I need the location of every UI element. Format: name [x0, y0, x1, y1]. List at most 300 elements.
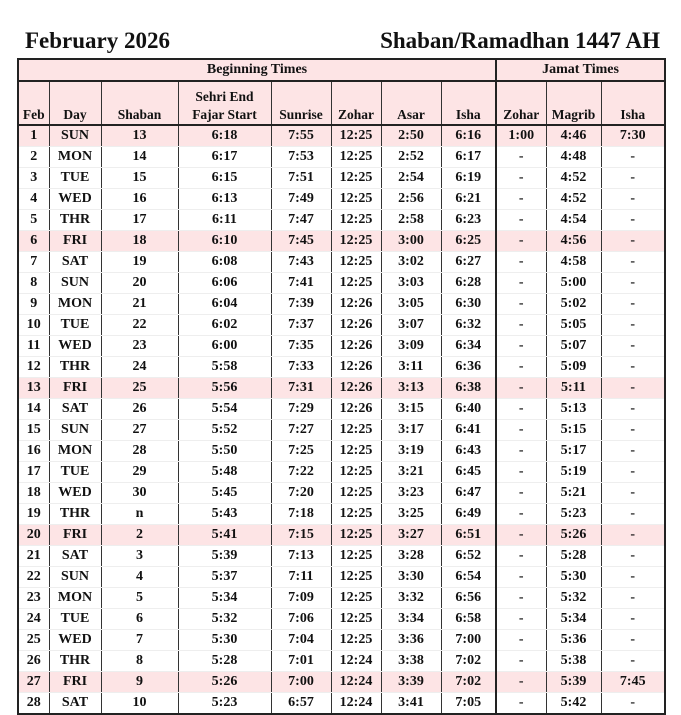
- date-cell: 22: [18, 567, 49, 588]
- jamat-isha-cell: -: [601, 357, 665, 378]
- zohar-cell: 12:25: [331, 273, 381, 294]
- zohar-cell: 12:25: [331, 252, 381, 273]
- sunrise-cell: 7:29: [271, 399, 331, 420]
- hijri-title: Shaban/Ramadhan 1447 AH: [380, 28, 660, 53]
- day-cell: THR: [49, 651, 101, 672]
- zohar-cell: 12:26: [331, 399, 381, 420]
- fajar-start-cell: 6:13: [178, 189, 271, 210]
- zohar-cell: 12:26: [331, 294, 381, 315]
- jamat-magrib-cell: 4:54: [546, 210, 601, 231]
- isha-cell: 6:47: [441, 483, 496, 504]
- date-cell: 17: [18, 462, 49, 483]
- date-cell: 5: [18, 210, 49, 231]
- table-row: [18, 588, 665, 609]
- asar-cell: 3:36: [381, 630, 441, 651]
- sunrise-cell: 7:51: [271, 168, 331, 189]
- jamat-magrib-cell: 4:58: [546, 252, 601, 273]
- jamat-magrib-cell: 5:34: [546, 609, 601, 630]
- date-cell: 10: [18, 315, 49, 336]
- isha-cell: 6:25: [441, 231, 496, 252]
- jamat-times-header: Jamat Times: [496, 59, 665, 81]
- fajar-start-cell: 5:26: [178, 672, 271, 693]
- day-cell: THR: [49, 357, 101, 378]
- isha-cell: 6:30: [441, 294, 496, 315]
- day-cell: FRI: [49, 378, 101, 399]
- asar-cell: 3:27: [381, 525, 441, 546]
- beginning-times-header: Beginning Times: [18, 59, 496, 81]
- col-header-sunrise: Sunrise: [271, 81, 331, 125]
- shaban-cell: 8: [101, 651, 178, 672]
- jamat-isha-cell: -: [601, 210, 665, 231]
- jamat-magrib-cell: 5:36: [546, 630, 601, 651]
- table-row: [18, 357, 665, 378]
- sunrise-cell: 7:55: [271, 125, 331, 147]
- table-row: [18, 567, 665, 588]
- shaban-cell: 19: [101, 252, 178, 273]
- jamat-isha-cell: 7:30: [601, 125, 665, 147]
- asar-cell: 3:13: [381, 378, 441, 399]
- fajar-start-cell: 6:02: [178, 315, 271, 336]
- isha-cell: 6:52: [441, 546, 496, 567]
- jamat-zohar-cell: -: [496, 567, 546, 588]
- date-cell: 12: [18, 357, 49, 378]
- shaban-cell: 14: [101, 147, 178, 168]
- jamat-magrib-cell: 5:11: [546, 378, 601, 399]
- jamat-isha-cell: -: [601, 273, 665, 294]
- title-bar: [17, 26, 664, 58]
- date-cell: 28: [18, 693, 49, 715]
- zohar-cell: 12:25: [331, 525, 381, 546]
- sunrise-cell: 7:13: [271, 546, 331, 567]
- isha-cell: 6:41: [441, 420, 496, 441]
- jamat-isha-cell: -: [601, 693, 665, 715]
- fajar-start-cell: 5:54: [178, 399, 271, 420]
- asar-cell: 2:58: [381, 210, 441, 231]
- fajar-start-cell: 5:37: [178, 567, 271, 588]
- sunrise-cell: 7:18: [271, 504, 331, 525]
- fajar-start-cell: 5:23: [178, 693, 271, 715]
- asar-cell: 3:21: [381, 462, 441, 483]
- asar-cell: 3:00: [381, 231, 441, 252]
- jamat-isha-cell: -: [601, 231, 665, 252]
- date-cell: 18: [18, 483, 49, 504]
- fajar-start-cell: 5:30: [178, 630, 271, 651]
- zohar-cell: 12:25: [331, 567, 381, 588]
- asar-cell: 3:38: [381, 651, 441, 672]
- sunrise-cell: 7:45: [271, 231, 331, 252]
- asar-cell: 3:05: [381, 294, 441, 315]
- table-row: [18, 462, 665, 483]
- jamat-isha-cell: -: [601, 567, 665, 588]
- sunrise-cell: 7:47: [271, 210, 331, 231]
- fajar-start-cell: 5:28: [178, 651, 271, 672]
- fajar-start-cell: 5:43: [178, 504, 271, 525]
- jamat-zohar-cell: -: [496, 273, 546, 294]
- fajar-start-cell: 5:41: [178, 525, 271, 546]
- sehri-end-label: Sehri End: [195, 89, 254, 104]
- date-cell: 23: [18, 588, 49, 609]
- asar-cell: 3:34: [381, 609, 441, 630]
- sunrise-cell: 7:37: [271, 315, 331, 336]
- date-cell: 25: [18, 630, 49, 651]
- isha-cell: 6:27: [441, 252, 496, 273]
- shaban-cell: 18: [101, 231, 178, 252]
- sunrise-cell: 7:25: [271, 441, 331, 462]
- isha-cell: 6:49: [441, 504, 496, 525]
- table-row: [18, 125, 665, 147]
- date-cell: 9: [18, 294, 49, 315]
- sunrise-cell: 7:41: [271, 273, 331, 294]
- table-row: [18, 483, 665, 504]
- date-cell: 21: [18, 546, 49, 567]
- jamat-zohar-cell: -: [496, 357, 546, 378]
- shaban-cell: 6: [101, 609, 178, 630]
- day-cell: THR: [49, 504, 101, 525]
- sunrise-cell: 7:20: [271, 483, 331, 504]
- asar-cell: 3:25: [381, 504, 441, 525]
- table-row: [18, 189, 665, 210]
- asar-cell: 2:50: [381, 125, 441, 147]
- jamat-isha-cell: -: [601, 147, 665, 168]
- jamat-magrib-cell: 5:00: [546, 273, 601, 294]
- jamat-zohar-cell: -: [496, 546, 546, 567]
- fajar-start-cell: 6:11: [178, 210, 271, 231]
- date-cell: 11: [18, 336, 49, 357]
- shaban-cell: 5: [101, 588, 178, 609]
- jamat-zohar-cell: -: [496, 630, 546, 651]
- date-cell: 19: [18, 504, 49, 525]
- sunrise-cell: 7:49: [271, 189, 331, 210]
- shaban-cell: 26: [101, 399, 178, 420]
- fajar-start-cell: 5:50: [178, 441, 271, 462]
- day-cell: SUN: [49, 420, 101, 441]
- table-row: [18, 294, 665, 315]
- jamat-isha-cell: -: [601, 588, 665, 609]
- jamat-zohar-cell: -: [496, 609, 546, 630]
- shaban-cell: 21: [101, 294, 178, 315]
- shaban-cell: 16: [101, 189, 178, 210]
- sunrise-cell: 7:00: [271, 672, 331, 693]
- fajar-start-cell: 6:18: [178, 125, 271, 147]
- asar-cell: 3:32: [381, 588, 441, 609]
- zohar-cell: 12:25: [331, 462, 381, 483]
- isha-cell: 6:23: [441, 210, 496, 231]
- zohar-cell: 12:26: [331, 357, 381, 378]
- col-header-asar: Asar: [381, 81, 441, 125]
- jamat-zohar-cell: -: [496, 252, 546, 273]
- day-cell: THR: [49, 210, 101, 231]
- day-cell: MON: [49, 441, 101, 462]
- asar-cell: 3:03: [381, 273, 441, 294]
- asar-cell: 2:54: [381, 168, 441, 189]
- jamat-zohar-cell: -: [496, 504, 546, 525]
- jamat-isha-cell: -: [601, 399, 665, 420]
- day-cell: MON: [49, 588, 101, 609]
- asar-cell: 3:23: [381, 483, 441, 504]
- table-row: [18, 336, 665, 357]
- jamat-magrib-cell: 5:17: [546, 441, 601, 462]
- table-row: [18, 630, 665, 651]
- sunrise-cell: 7:11: [271, 567, 331, 588]
- isha-cell: 6:58: [441, 609, 496, 630]
- jamat-zohar-cell: -: [496, 378, 546, 399]
- day-cell: TUE: [49, 168, 101, 189]
- table-row: [18, 546, 665, 567]
- day-cell: SUN: [49, 273, 101, 294]
- jamat-magrib-cell: 4:46: [546, 125, 601, 147]
- table-row: [18, 378, 665, 399]
- jamat-magrib-cell: 5:30: [546, 567, 601, 588]
- day-cell: WED: [49, 189, 101, 210]
- asar-cell: 3:17: [381, 420, 441, 441]
- isha-cell: 6:28: [441, 273, 496, 294]
- jamat-magrib-cell: 4:48: [546, 147, 601, 168]
- jamat-magrib-cell: 4:52: [546, 189, 601, 210]
- zohar-cell: 12:25: [331, 210, 381, 231]
- jamat-magrib-cell: 5:42: [546, 693, 601, 715]
- jamat-isha-cell: -: [601, 441, 665, 462]
- sunrise-cell: 7:22: [271, 462, 331, 483]
- jamat-magrib-cell: 5:05: [546, 315, 601, 336]
- table-row: [18, 147, 665, 168]
- jamat-zohar-cell: -: [496, 294, 546, 315]
- zohar-cell: 12:24: [331, 693, 381, 715]
- date-cell: 20: [18, 525, 49, 546]
- jamat-magrib-cell: 5:23: [546, 504, 601, 525]
- zohar-cell: 12:25: [331, 147, 381, 168]
- isha-cell: 7:02: [441, 651, 496, 672]
- date-cell: 3: [18, 168, 49, 189]
- jamat-zohar-cell: -: [496, 189, 546, 210]
- sunrise-cell: 7:33: [271, 357, 331, 378]
- jamat-isha-cell: -: [601, 462, 665, 483]
- zohar-cell: 12:25: [331, 609, 381, 630]
- shaban-cell: 7: [101, 630, 178, 651]
- day-cell: WED: [49, 336, 101, 357]
- jamat-isha-cell: -: [601, 315, 665, 336]
- zohar-cell: 12:25: [331, 483, 381, 504]
- isha-cell: 6:51: [441, 525, 496, 546]
- table-row: [18, 672, 665, 693]
- jamat-magrib-cell: 4:52: [546, 168, 601, 189]
- col-header-shaban: Shaban: [101, 81, 178, 125]
- fajar-start-cell: 5:39: [178, 546, 271, 567]
- isha-cell: 6:34: [441, 336, 496, 357]
- asar-cell: 2:52: [381, 147, 441, 168]
- isha-cell: 7:05: [441, 693, 496, 715]
- isha-cell: 6:36: [441, 357, 496, 378]
- asar-cell: 3:02: [381, 252, 441, 273]
- jamat-isha-cell: -: [601, 378, 665, 399]
- fajar-start-cell: 6:06: [178, 273, 271, 294]
- date-cell: 26: [18, 651, 49, 672]
- shaban-cell: 9: [101, 672, 178, 693]
- jamat-zohar-cell: -: [496, 651, 546, 672]
- fajar-start-label: Fajar Start: [192, 107, 257, 122]
- jamat-zohar-cell: -: [496, 399, 546, 420]
- asar-cell: 3:39: [381, 672, 441, 693]
- date-cell: 1: [18, 125, 49, 147]
- jamat-isha-cell: -: [601, 525, 665, 546]
- jamat-magrib-cell: 5:02: [546, 294, 601, 315]
- fajar-start-cell: 5:45: [178, 483, 271, 504]
- zohar-cell: 12:26: [331, 378, 381, 399]
- zohar-cell: 12:25: [331, 504, 381, 525]
- prayer-times-table: [17, 58, 666, 715]
- jamat-magrib-cell: 5:39: [546, 672, 601, 693]
- day-cell: TUE: [49, 462, 101, 483]
- fajar-start-cell: 6:08: [178, 252, 271, 273]
- jamat-zohar-cell: -: [496, 693, 546, 715]
- col-header-jamat-zohar: Zohar: [496, 81, 546, 125]
- jamat-isha-cell: -: [601, 609, 665, 630]
- day-cell: WED: [49, 630, 101, 651]
- shaban-cell: 27: [101, 420, 178, 441]
- col-header-isha: Isha: [441, 81, 496, 125]
- fajar-start-cell: 6:15: [178, 168, 271, 189]
- date-cell: 8: [18, 273, 49, 294]
- jamat-isha-cell: -: [601, 189, 665, 210]
- table-row: [18, 441, 665, 462]
- zohar-cell: 12:25: [331, 588, 381, 609]
- table-row: [18, 252, 665, 273]
- zohar-cell: 12:25: [331, 231, 381, 252]
- isha-cell: 6:17: [441, 147, 496, 168]
- jamat-isha-cell: -: [601, 336, 665, 357]
- sunrise-cell: 7:43: [271, 252, 331, 273]
- zohar-cell: 12:25: [331, 630, 381, 651]
- jamat-zohar-cell: -: [496, 147, 546, 168]
- jamat-magrib-cell: 5:07: [546, 336, 601, 357]
- fajar-start-cell: 6:00: [178, 336, 271, 357]
- zohar-cell: 12:25: [331, 125, 381, 147]
- shaban-cell: 28: [101, 441, 178, 462]
- isha-cell: 6:54: [441, 567, 496, 588]
- jamat-magrib-cell: 5:09: [546, 357, 601, 378]
- zohar-cell: 12:25: [331, 441, 381, 462]
- day-cell: SAT: [49, 546, 101, 567]
- jamat-zohar-cell: -: [496, 525, 546, 546]
- isha-cell: 6:45: [441, 462, 496, 483]
- day-cell: TUE: [49, 609, 101, 630]
- jamat-isha-cell: -: [601, 504, 665, 525]
- fajar-start-cell: 6:17: [178, 147, 271, 168]
- date-cell: 15: [18, 420, 49, 441]
- day-cell: SAT: [49, 693, 101, 715]
- date-cell: 24: [18, 609, 49, 630]
- shaban-cell: 23: [101, 336, 178, 357]
- day-cell: SUN: [49, 567, 101, 588]
- table-row: [18, 273, 665, 294]
- jamat-zohar-cell: -: [496, 588, 546, 609]
- day-cell: FRI: [49, 525, 101, 546]
- table-row: [18, 399, 665, 420]
- sunrise-cell: 7:04: [271, 630, 331, 651]
- asar-cell: 3:30: [381, 567, 441, 588]
- date-cell: 6: [18, 231, 49, 252]
- isha-cell: 7:00: [441, 630, 496, 651]
- jamat-magrib-cell: 5:28: [546, 546, 601, 567]
- zohar-cell: 12:24: [331, 651, 381, 672]
- jamat-magrib-cell: 5:32: [546, 588, 601, 609]
- jamat-zohar-cell: 1:00: [496, 125, 546, 147]
- jamat-magrib-cell: 5:15: [546, 420, 601, 441]
- day-cell: SAT: [49, 252, 101, 273]
- table-row: [18, 231, 665, 252]
- sunrise-cell: 7:35: [271, 336, 331, 357]
- sunrise-cell: 7:27: [271, 420, 331, 441]
- table-row: [18, 609, 665, 630]
- col-header-jamat-isha: Isha: [601, 81, 665, 125]
- fajar-start-cell: 6:10: [178, 231, 271, 252]
- isha-cell: 6:32: [441, 315, 496, 336]
- jamat-isha-cell: -: [601, 420, 665, 441]
- isha-cell: 6:43: [441, 441, 496, 462]
- date-cell: 13: [18, 378, 49, 399]
- col-header-zohar: Zohar: [331, 81, 381, 125]
- asar-cell: 3:41: [381, 693, 441, 715]
- day-cell: WED: [49, 483, 101, 504]
- asar-cell: 3:15: [381, 399, 441, 420]
- shaban-cell: 20: [101, 273, 178, 294]
- fajar-start-cell: 5:58: [178, 357, 271, 378]
- isha-cell: 6:19: [441, 168, 496, 189]
- sunrise-cell: 7:15: [271, 525, 331, 546]
- date-cell: 14: [18, 399, 49, 420]
- col-header-day: Day: [49, 81, 101, 125]
- sunrise-cell: 7:31: [271, 378, 331, 399]
- fajar-start-cell: 5:56: [178, 378, 271, 399]
- zohar-cell: 12:24: [331, 672, 381, 693]
- day-cell: SAT: [49, 399, 101, 420]
- jamat-isha-cell: -: [601, 546, 665, 567]
- jamat-zohar-cell: -: [496, 210, 546, 231]
- isha-cell: 6:56: [441, 588, 496, 609]
- isha-cell: 6:16: [441, 125, 496, 147]
- jamat-zohar-cell: -: [496, 315, 546, 336]
- zohar-cell: 12:25: [331, 168, 381, 189]
- asar-cell: 3:07: [381, 315, 441, 336]
- jamat-magrib-cell: 5:13: [546, 399, 601, 420]
- sunrise-cell: 6:57: [271, 693, 331, 715]
- asar-cell: 3:19: [381, 441, 441, 462]
- table-row: [18, 420, 665, 441]
- isha-cell: 6:40: [441, 399, 496, 420]
- table-row: [18, 525, 665, 546]
- table-row: [18, 210, 665, 231]
- jamat-isha-cell: -: [601, 483, 665, 504]
- shaban-cell: 4: [101, 567, 178, 588]
- jamat-zohar-cell: -: [496, 462, 546, 483]
- shaban-cell: 3: [101, 546, 178, 567]
- zohar-cell: 12:25: [331, 420, 381, 441]
- fajar-start-cell: 5:48: [178, 462, 271, 483]
- jamat-zohar-cell: -: [496, 483, 546, 504]
- shaban-cell: 13: [101, 125, 178, 147]
- jamat-zohar-cell: -: [496, 168, 546, 189]
- jamat-zohar-cell: -: [496, 441, 546, 462]
- fajar-start-cell: 6:04: [178, 294, 271, 315]
- asar-cell: 3:28: [381, 546, 441, 567]
- fajar-start-cell: 5:34: [178, 588, 271, 609]
- zohar-cell: 12:26: [331, 315, 381, 336]
- date-cell: 7: [18, 252, 49, 273]
- jamat-magrib-cell: 5:19: [546, 462, 601, 483]
- table-row: [18, 168, 665, 189]
- month-title: February 2026: [25, 28, 171, 53]
- jamat-zohar-cell: -: [496, 231, 546, 252]
- col-header-jamat-magrib: Magrib: [546, 81, 601, 125]
